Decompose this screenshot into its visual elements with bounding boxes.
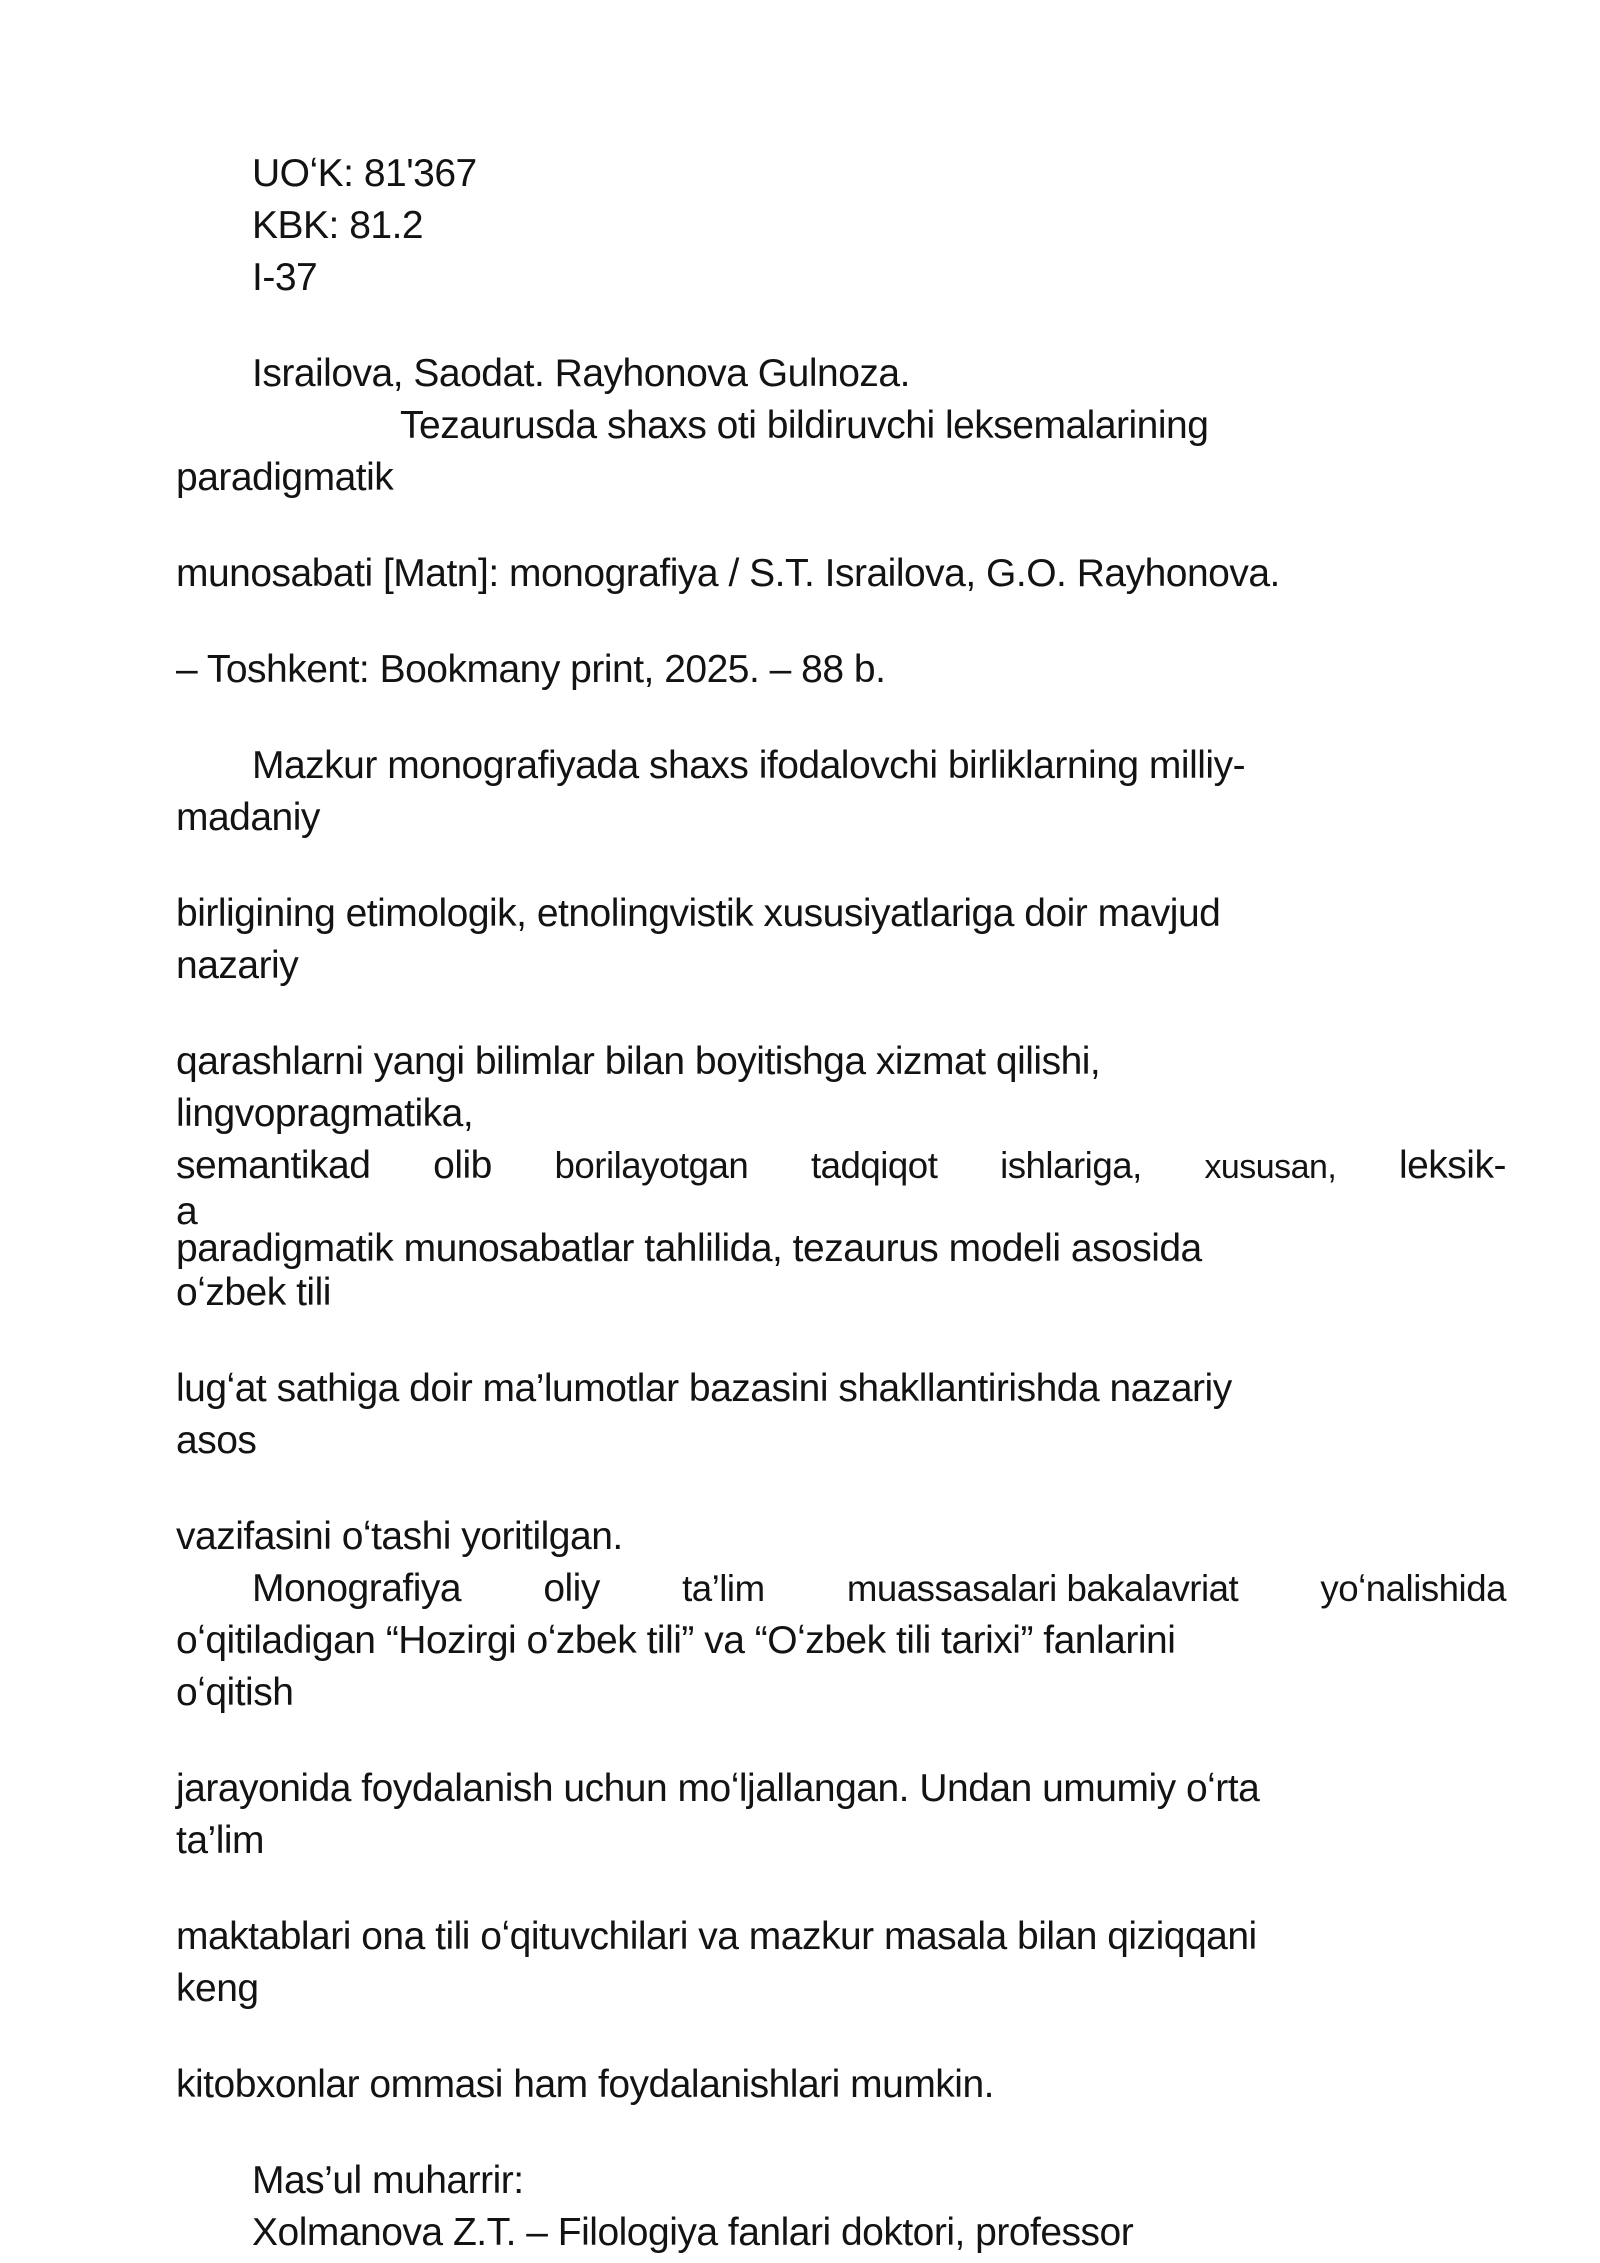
paragraph-gap: [176, 504, 1510, 548]
text-line: oʻqitish: [176, 1671, 294, 1714]
text-segment: ta’lim: [682, 1568, 765, 1609]
text-line: nazariy: [176, 944, 299, 987]
text-line: Israilova, Saodat. Rayhonova Gulnoza.: [252, 352, 910, 395]
text-line: Mazkur monografiyada shaxs ifodalovchi birliklarning milliy-: [252, 744, 1246, 787]
text-line: madaniy: [176, 796, 320, 839]
text-segment: borilayotgan: [554, 1145, 749, 1186]
document-text-block: [176, 148, 1510, 2259]
justified-text-line: [176, 1140, 1506, 1193]
text-line: munosabati [Matn]: monografiya / S.T. Israilova, G.O. Rayhonova.: [176, 552, 1280, 595]
text-line: jarayonida foydalanish uchun moʻljallangan. Undan umumiy oʻrta: [176, 1767, 1260, 1810]
paragraph-gap: [176, 600, 1510, 644]
text-line: lingvopragmatika,: [176, 1092, 474, 1135]
text-line: oʻzbek tili: [176, 1271, 331, 1314]
text-segment: olib: [433, 1144, 492, 1187]
text-line: lugʻat sathiga doir ma’lumotlar bazasini shakllantirishda nazariy: [176, 1367, 1232, 1410]
text-line: birligining etimologik, etnolingvistik xususiyatlariga doir mavjud: [176, 892, 1221, 935]
text-line: UOʻK: 81'367: [252, 152, 477, 195]
paragraph-gap: [176, 1719, 1510, 1763]
text-line: ta’lim: [176, 1819, 265, 1862]
text-line: qarashlarni yangi bilimlar bilan boyitishga xizmat qilishi,: [176, 1040, 1101, 1083]
paragraph-gap: [176, 2015, 1510, 2059]
text-line: – Toshkent: Bookmany print, 2025. – 88 b.: [176, 648, 886, 691]
justified-text-line: [252, 1563, 1506, 1615]
paragraph-gap: [176, 2111, 1510, 2155]
text-segment: xususan,: [1204, 1148, 1337, 1186]
text-line: paradigmatik: [176, 456, 394, 499]
text-line: oʻqitiladigan “Hozirgi oʻzbek tili” va “Oʻzbek tili tarixi” fanlarini: [176, 1619, 1176, 1662]
paragraph-gap: [176, 1867, 1510, 1911]
text-line: KBK: 81.2: [252, 204, 424, 247]
text-segment: leksik-: [1398, 1144, 1506, 1187]
text-line: vazifasini oʻtashi yoritilgan.: [176, 1515, 623, 1558]
text-line: I-37: [252, 256, 318, 299]
paragraph-gap: [176, 844, 1510, 888]
text-line: kitobxonlar ommasi ham foydalanishlari mumkin.: [176, 2063, 994, 2106]
text-segment: muassasalari bakalavriat: [846, 1568, 1239, 1609]
text-segment: Monografiya: [252, 1567, 462, 1610]
text-segment: semantikad: [176, 1144, 371, 1187]
text-line: a: [176, 1190, 198, 1233]
paragraph-gap: [176, 304, 1510, 348]
text-line: Tezaurusda shaxs oti bildiruvchi leksemalarining: [400, 404, 1209, 447]
text-segment: oliy: [543, 1567, 600, 1610]
text-line: maktablari ona tili oʻqituvchilari va mazkur masala bilan qiziqqani: [176, 1915, 1257, 1958]
paragraph-gap: [176, 1467, 1510, 1511]
text-line: Mas’ul muharrir:: [252, 2159, 524, 2202]
text-segment: yoʻnalishida: [1320, 1568, 1506, 1609]
text-segment: ishlariga,: [1000, 1145, 1142, 1186]
text-segment: tadqiqot: [810, 1145, 938, 1186]
paragraph-gap: [176, 696, 1510, 740]
text-line: keng: [176, 1967, 259, 2010]
paragraph-gap: [176, 992, 1510, 1036]
paragraph-gap: [176, 1319, 1510, 1363]
text-line: Xolmanova Z.T. – Filologiya fanlari doktori, professor: [252, 2211, 1134, 2254]
text-line: asos: [176, 1419, 257, 1462]
text-line: paradigmatik munosabatlar tahlilida, tezaurus modeli asosida: [176, 1227, 1202, 1270]
